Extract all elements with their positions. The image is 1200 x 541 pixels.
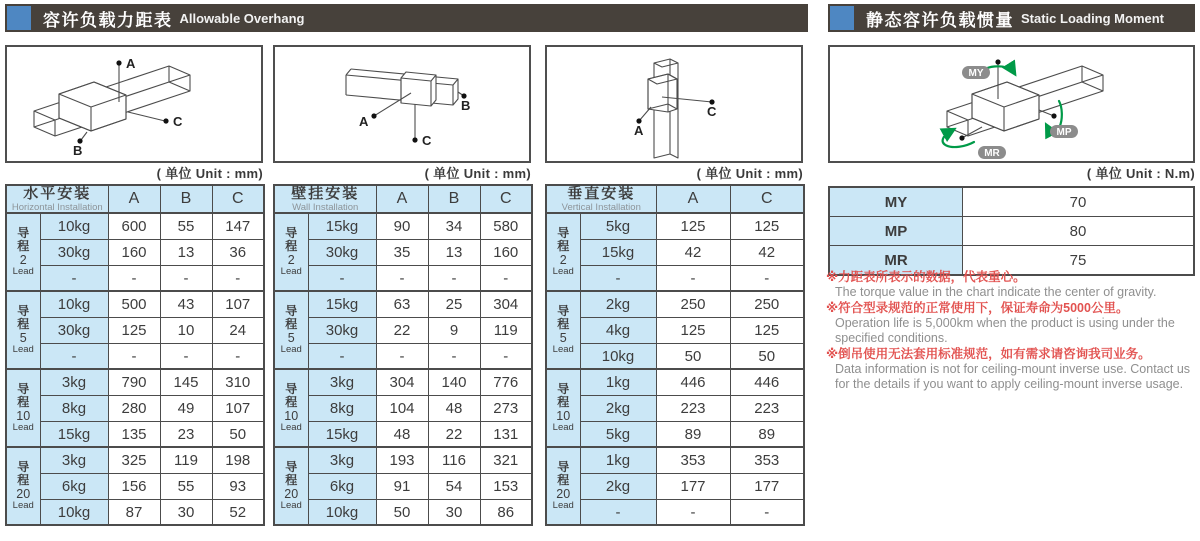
lead-cell: 导 程 5 Lead [6,291,40,369]
value-cell: 153 [480,473,532,499]
load-cell: - [40,265,108,291]
lead-cell: 导 程 2 Lead [546,213,580,291]
value-cell: 25 [428,291,480,317]
value-cell: - [656,499,730,525]
load-cell: 3kg [308,447,376,473]
column-header: B [428,185,480,213]
point-label-c: C [707,104,717,119]
horizontal-installation-drawing [7,47,261,161]
value-cell: - [428,343,480,369]
value-cell: 131 [480,421,532,447]
header-accent-square [7,6,31,30]
table-row [274,343,532,369]
load-cell: 5kg [580,213,656,239]
column-header: A [656,185,730,213]
load-cell: 8kg [308,395,376,421]
table-row [6,499,264,525]
value-cell: 55 [160,213,212,239]
load-cell: - [308,343,376,369]
value-cell: - [428,265,480,291]
value-cell: 177 [730,473,804,499]
table-title-en: Wall Installation [292,201,359,213]
table-title-en: Vertical Installation [561,201,641,213]
diagram-vertical-installation [545,45,803,163]
value-cell: 50 [212,421,264,447]
point-label-c: C [422,133,432,148]
table-row [274,239,532,265]
value-cell: 34 [428,213,480,239]
table-row [6,291,264,317]
value-cell: 223 [656,395,730,421]
diagram-static-loading-moment [828,45,1195,163]
value-cell: 776 [480,369,532,395]
lead-cell: 导 程 10 Lead [546,369,580,447]
table-row [6,239,264,265]
value-cell: 86 [480,499,532,525]
value-cell: 50 [656,343,730,369]
value-cell: 304 [480,291,532,317]
table-row [546,447,804,473]
load-cell: 10kg [40,213,108,239]
value-cell: 54 [428,473,480,499]
load-cell: 15kg [308,213,376,239]
load-cell: - [580,499,656,525]
value-cell: 177 [656,473,730,499]
value-cell: 198 [212,447,264,473]
right-section-title-cn: 静态容许负载惯量 [866,10,1014,30]
value-cell: 325 [108,447,160,473]
value-cell: 250 [730,291,804,317]
value-cell: 91 [376,473,428,499]
value-cell: 223 [730,395,804,421]
install-table-vertical [545,184,805,526]
value-cell: 48 [428,395,480,421]
table-title-cn: 水平安装 [23,185,92,202]
value-cell: 304 [376,369,428,395]
footnote-en: The torque value in the chart indicate the center of gravity. [835,285,1157,299]
moment-value: 75 [963,246,1195,276]
footnote [826,301,1200,346]
lead-cell: 导 程 20 Lead [6,447,40,525]
moment-label: MP [829,217,963,246]
right-section-header [828,4,1195,32]
footnote [826,347,1200,392]
vertical-installation-drawing [547,47,801,161]
table-row [274,369,532,395]
value-cell: 24 [212,317,264,343]
value-cell: 119 [480,317,532,343]
load-cell: 2kg [580,291,656,317]
value-cell: - [730,265,804,291]
value-cell: 107 [212,395,264,421]
load-cell: 3kg [40,447,108,473]
footnote-en: Data information is not for ceiling-mount inverse use. Contact us for the details if you want to apply ceiling-mount inverse usage. [835,362,1191,391]
moment-value: 70 [963,187,1195,217]
load-cell: 15kg [40,421,108,447]
value-cell: 790 [108,369,160,395]
value-cell: 13 [160,239,212,265]
lead-cell: 导 程 10 Lead [6,369,40,447]
table-row [274,213,532,239]
value-cell: 125 [108,317,160,343]
value-cell: 87 [108,499,160,525]
value-cell: - [108,343,160,369]
value-cell: 50 [376,499,428,525]
value-cell: 43 [160,291,212,317]
load-cell: - [308,265,376,291]
table-name-cell [274,185,376,213]
footnote-cn: ※倒吊使用无法套用标准规范，如有需求请咨询我司业务。 [826,347,1151,361]
value-cell: 13 [428,239,480,265]
value-cell: 580 [480,213,532,239]
left-section-header [5,4,808,32]
left-section-title-cn: 容许负载力距表 [43,10,173,30]
value-cell: 125 [656,317,730,343]
load-cell: 15kg [308,421,376,447]
value-cell: 42 [656,239,730,265]
value-cell: - [212,343,264,369]
load-cell: 4kg [580,317,656,343]
wall-installation-drawing [275,47,529,161]
unit-label-mm: ( 单位 Unit : mm) [696,166,803,181]
table-static-loading-moment [828,186,1195,276]
load-cell: 30kg [40,317,108,343]
lead-cell: 导 程 2 Lead [274,213,308,291]
table-row [6,447,264,473]
table-name-cell [546,185,656,213]
column-header: C [730,185,804,213]
table-title-cn: 垂直安装 [567,185,636,202]
table-wall-installation [273,184,531,526]
right-section-title-en: Static Loading Moment [1021,10,1164,26]
footnote-en: Operation life is 5,000km when the product is using under the specified conditions. [835,316,1175,345]
value-cell: 104 [376,395,428,421]
table-title-en: Horizontal Installation [11,201,103,213]
lead-cell: 导 程 20 Lead [546,447,580,525]
column-header: A [376,185,428,213]
unit-label-mm: ( 单位 Unit : mm) [156,166,263,181]
value-cell: - [730,499,804,525]
moment-label: MR [829,246,963,276]
badge-mp: MP [1056,127,1072,138]
value-cell: 89 [656,421,730,447]
value-cell: 160 [480,239,532,265]
value-cell: 273 [480,395,532,421]
load-cell: - [580,265,656,291]
load-cell: 2kg [580,473,656,499]
table-row [6,369,264,395]
table-row [274,499,532,525]
install-table-horizontal [5,184,265,526]
value-cell: 321 [480,447,532,473]
point-label-b: B [73,143,83,158]
load-cell: 30kg [40,239,108,265]
left-section-title-en: Allowable Overhang [179,10,305,26]
load-cell: 1kg [580,447,656,473]
value-cell: 10 [160,317,212,343]
table-row [6,317,264,343]
table-row [546,213,804,239]
diagram-horizontal-installation [5,45,263,163]
value-cell: - [656,265,730,291]
value-cell: 35 [376,239,428,265]
value-cell: 310 [212,369,264,395]
table-row [546,473,804,499]
footnotes [826,270,1200,393]
value-cell: 22 [376,317,428,343]
moment-row [829,217,1194,246]
column-header: B [160,185,212,213]
moment-table [828,186,1195,276]
value-cell: 446 [730,369,804,395]
install-table-wall [273,184,533,526]
load-cell: 6kg [40,473,108,499]
column-header: A [108,185,160,213]
table-row [274,473,532,499]
load-cell: 30kg [308,317,376,343]
table-name-cell [6,185,108,213]
table-row [546,291,804,317]
value-cell: 160 [108,239,160,265]
value-cell: 50 [730,343,804,369]
load-cell: 15kg [308,291,376,317]
lead-cell: 导 程 2 Lead [6,213,40,291]
value-cell: 93 [212,473,264,499]
load-cell: - [40,343,108,369]
moment-row [829,187,1194,217]
lead-cell: 导 程 10 Lead [274,369,308,447]
header-accent-square [830,6,854,30]
value-cell: 55 [160,473,212,499]
footnote-cn: ※力距表所表示的数据，代表重心。 [826,270,1026,284]
table-row [274,291,532,317]
load-cell: 2kg [580,395,656,421]
load-cell: 10kg [40,499,108,525]
diagram-wall-installation [273,45,531,163]
load-cell: 10kg [308,499,376,525]
point-label-a: A [359,114,369,129]
value-cell: 135 [108,421,160,447]
value-cell: 63 [376,291,428,317]
table-row [546,265,804,291]
value-cell: - [160,343,212,369]
moment-drawing [830,47,1193,161]
value-cell: 22 [428,421,480,447]
value-cell: 500 [108,291,160,317]
value-cell: 42 [730,239,804,265]
value-cell: 140 [428,369,480,395]
value-cell: 125 [730,213,804,239]
value-cell: 23 [160,421,212,447]
value-cell: 52 [212,499,264,525]
value-cell: - [212,265,264,291]
table-row [6,421,264,447]
lead-cell: 导 程 20 Lead [274,447,308,525]
badge-my: MY [968,68,984,79]
load-cell: 30kg [308,239,376,265]
value-cell: 145 [160,369,212,395]
value-cell: 125 [730,317,804,343]
table-row [274,421,532,447]
value-cell: 280 [108,395,160,421]
value-cell: 36 [212,239,264,265]
load-cell: 3kg [308,369,376,395]
unit-label-nm: ( 单位 Unit : N.m) [1086,166,1195,181]
value-cell: 90 [376,213,428,239]
load-cell: 5kg [580,421,656,447]
table-row [6,265,264,291]
table-row [546,395,804,421]
value-cell: - [376,265,428,291]
unit-label-mm: ( 单位 Unit : mm) [424,166,531,181]
value-cell: - [480,265,532,291]
table-row [6,395,264,421]
value-cell: 107 [212,291,264,317]
value-cell: 156 [108,473,160,499]
badge-mr: MR [984,148,1000,159]
value-cell: 446 [656,369,730,395]
value-cell: 30 [428,499,480,525]
point-label-b: B [461,98,471,113]
load-cell: 1kg [580,369,656,395]
value-cell: - [480,343,532,369]
table-row [274,395,532,421]
value-cell: 147 [212,213,264,239]
value-cell: 125 [656,213,730,239]
table-vertical-installation [545,184,803,526]
value-cell: - [108,265,160,291]
moment-label: MY [829,187,963,217]
table-row [546,421,804,447]
load-cell: 8kg [40,395,108,421]
table-row [6,213,264,239]
value-cell: - [160,265,212,291]
load-cell: 15kg [580,239,656,265]
footnote-cn: ※符合型录规范的正常使用下，保证寿命为5000公里。 [826,301,1129,315]
table-title-cn: 壁挂安装 [291,185,360,202]
footnote [826,270,1200,300]
column-header: C [480,185,532,213]
value-cell: 600 [108,213,160,239]
value-cell: - [376,343,428,369]
value-cell: 250 [656,291,730,317]
table-row [546,239,804,265]
load-cell: 3kg [40,369,108,395]
value-cell: 116 [428,447,480,473]
table-row [274,317,532,343]
moment-value: 80 [963,217,1195,246]
value-cell: 49 [160,395,212,421]
table-row [546,499,804,525]
load-cell: 6kg [308,473,376,499]
value-cell: 89 [730,421,804,447]
value-cell: 119 [160,447,212,473]
table-row [546,343,804,369]
table-row [274,447,532,473]
value-cell: 193 [376,447,428,473]
table-horizontal-installation [5,184,263,526]
table-row [274,265,532,291]
table-row [6,473,264,499]
point-label-c: C [173,114,183,129]
value-cell: 353 [656,447,730,473]
value-cell: 353 [730,447,804,473]
load-cell: 10kg [580,343,656,369]
load-cell: 10kg [40,291,108,317]
table-row [546,317,804,343]
point-label-a: A [126,56,136,71]
table-row [546,369,804,395]
column-header: C [212,185,264,213]
point-label-a: A [634,123,644,138]
value-cell: 30 [160,499,212,525]
value-cell: 48 [376,421,428,447]
table-row [6,343,264,369]
value-cell: 9 [428,317,480,343]
lead-cell: 导 程 5 Lead [546,291,580,369]
lead-cell: 导 程 5 Lead [274,291,308,369]
